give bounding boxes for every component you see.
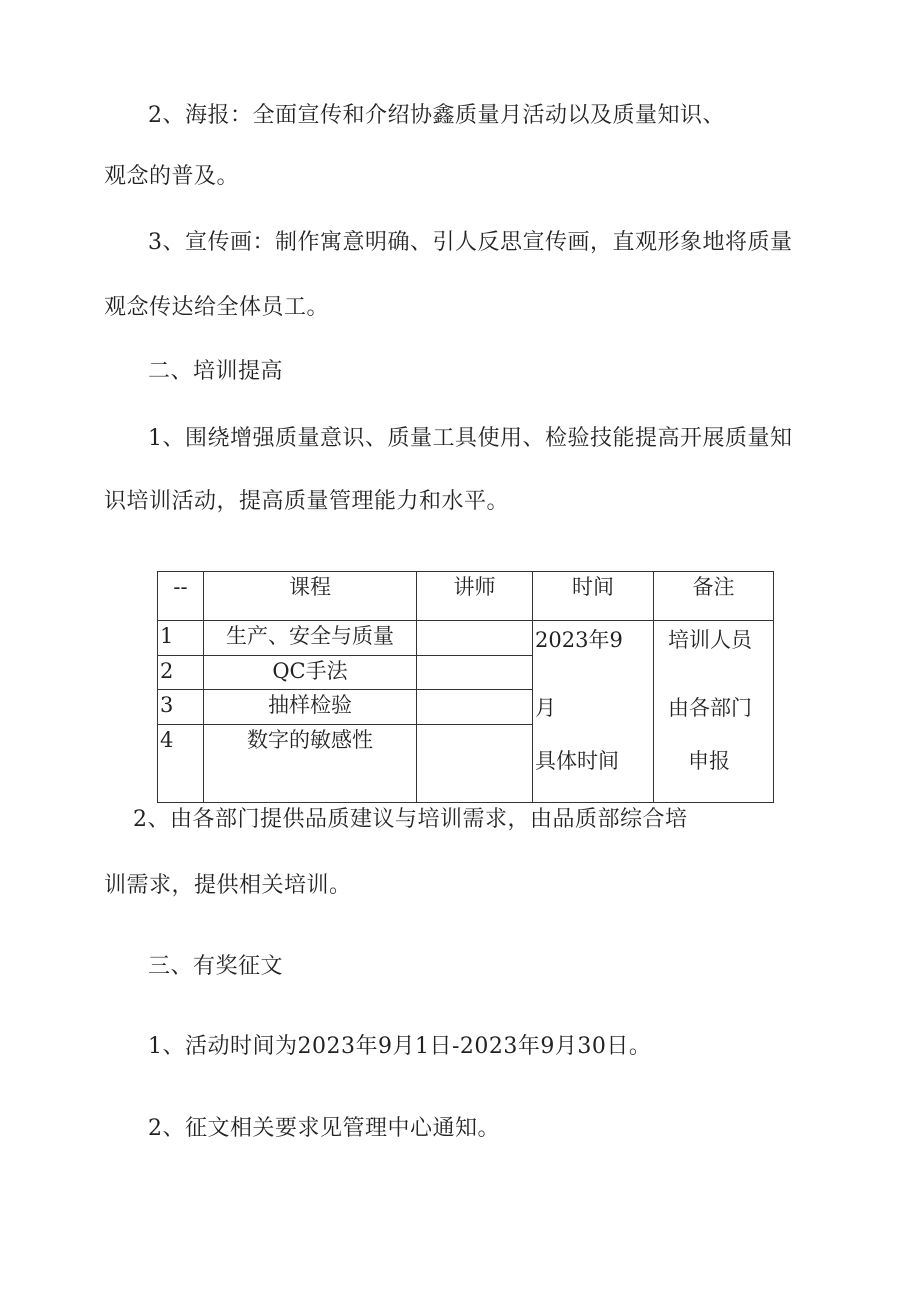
training-schedule-table — [157, 571, 774, 803]
section-heading-training: 二、培训提高 — [148, 359, 284, 384]
time-line: 2023年9 — [535, 628, 623, 652]
header-course: 课程 — [204, 572, 417, 621]
propaganda-item-line1: 3、宣传画：制作寓意明确、引人反思宣传画，直观形象地将质量 — [148, 230, 793, 255]
note-line: 由各部门 — [668, 696, 752, 720]
header-note: 备注 — [654, 572, 774, 621]
training-item1-line1: 1、围绕增强质量意识、质量工具使用、检验技能提高开展质量知 — [148, 426, 793, 451]
header-time: 时间 — [533, 572, 654, 621]
note-cell — [654, 621, 774, 803]
row-number: 4 — [158, 725, 204, 803]
row-course: 抽样检验 — [204, 690, 417, 725]
row-number: 2 — [158, 656, 204, 690]
time-line: 月 — [535, 696, 556, 720]
section-heading-essay: 三、有奖征文 — [148, 954, 284, 979]
table-header-row — [158, 572, 774, 621]
training-item1-line2: 识培训活动，提高质量管理能力和水平。 — [104, 489, 510, 514]
note-line: 培训人员 — [668, 628, 752, 652]
row-number: 3 — [158, 690, 204, 725]
time-cell — [533, 621, 654, 803]
training-item2-line2: 训需求，提供相关培训。 — [104, 873, 352, 898]
row-teacher — [417, 725, 533, 803]
row-course: 数字的敏感性 — [204, 725, 417, 803]
row-teacher — [417, 656, 533, 690]
poster-item-line2: 观念的普及。 — [104, 164, 240, 189]
row-number: 1 — [158, 621, 204, 656]
table-row — [158, 621, 774, 656]
poster-item-line1: 2、海报：全面宣传和介绍协鑫质量月活动以及质量知识、 — [148, 103, 725, 128]
row-course: QC手法 — [204, 656, 417, 690]
training-item2-line1: 2、由各部门提供品质建议与培训需求，由品质部综合培 — [133, 807, 688, 832]
header-teacher: 讲师 — [417, 572, 533, 621]
note-line: 申报 — [688, 749, 730, 773]
essay-item2: 2、征文相关要求见管理中心通知。 — [148, 1116, 500, 1141]
propaganda-item-line2: 观念传达给全体员工。 — [104, 295, 330, 320]
row-teacher — [417, 690, 533, 725]
essay-item1: 1、活动时间为2023年9月1日-2023年9月30日。 — [148, 1034, 652, 1059]
row-teacher — [417, 621, 533, 656]
row-course: 生产、安全与质量 — [204, 621, 417, 656]
time-line: 具体时间 — [535, 749, 619, 773]
header-number: -- — [158, 572, 204, 621]
